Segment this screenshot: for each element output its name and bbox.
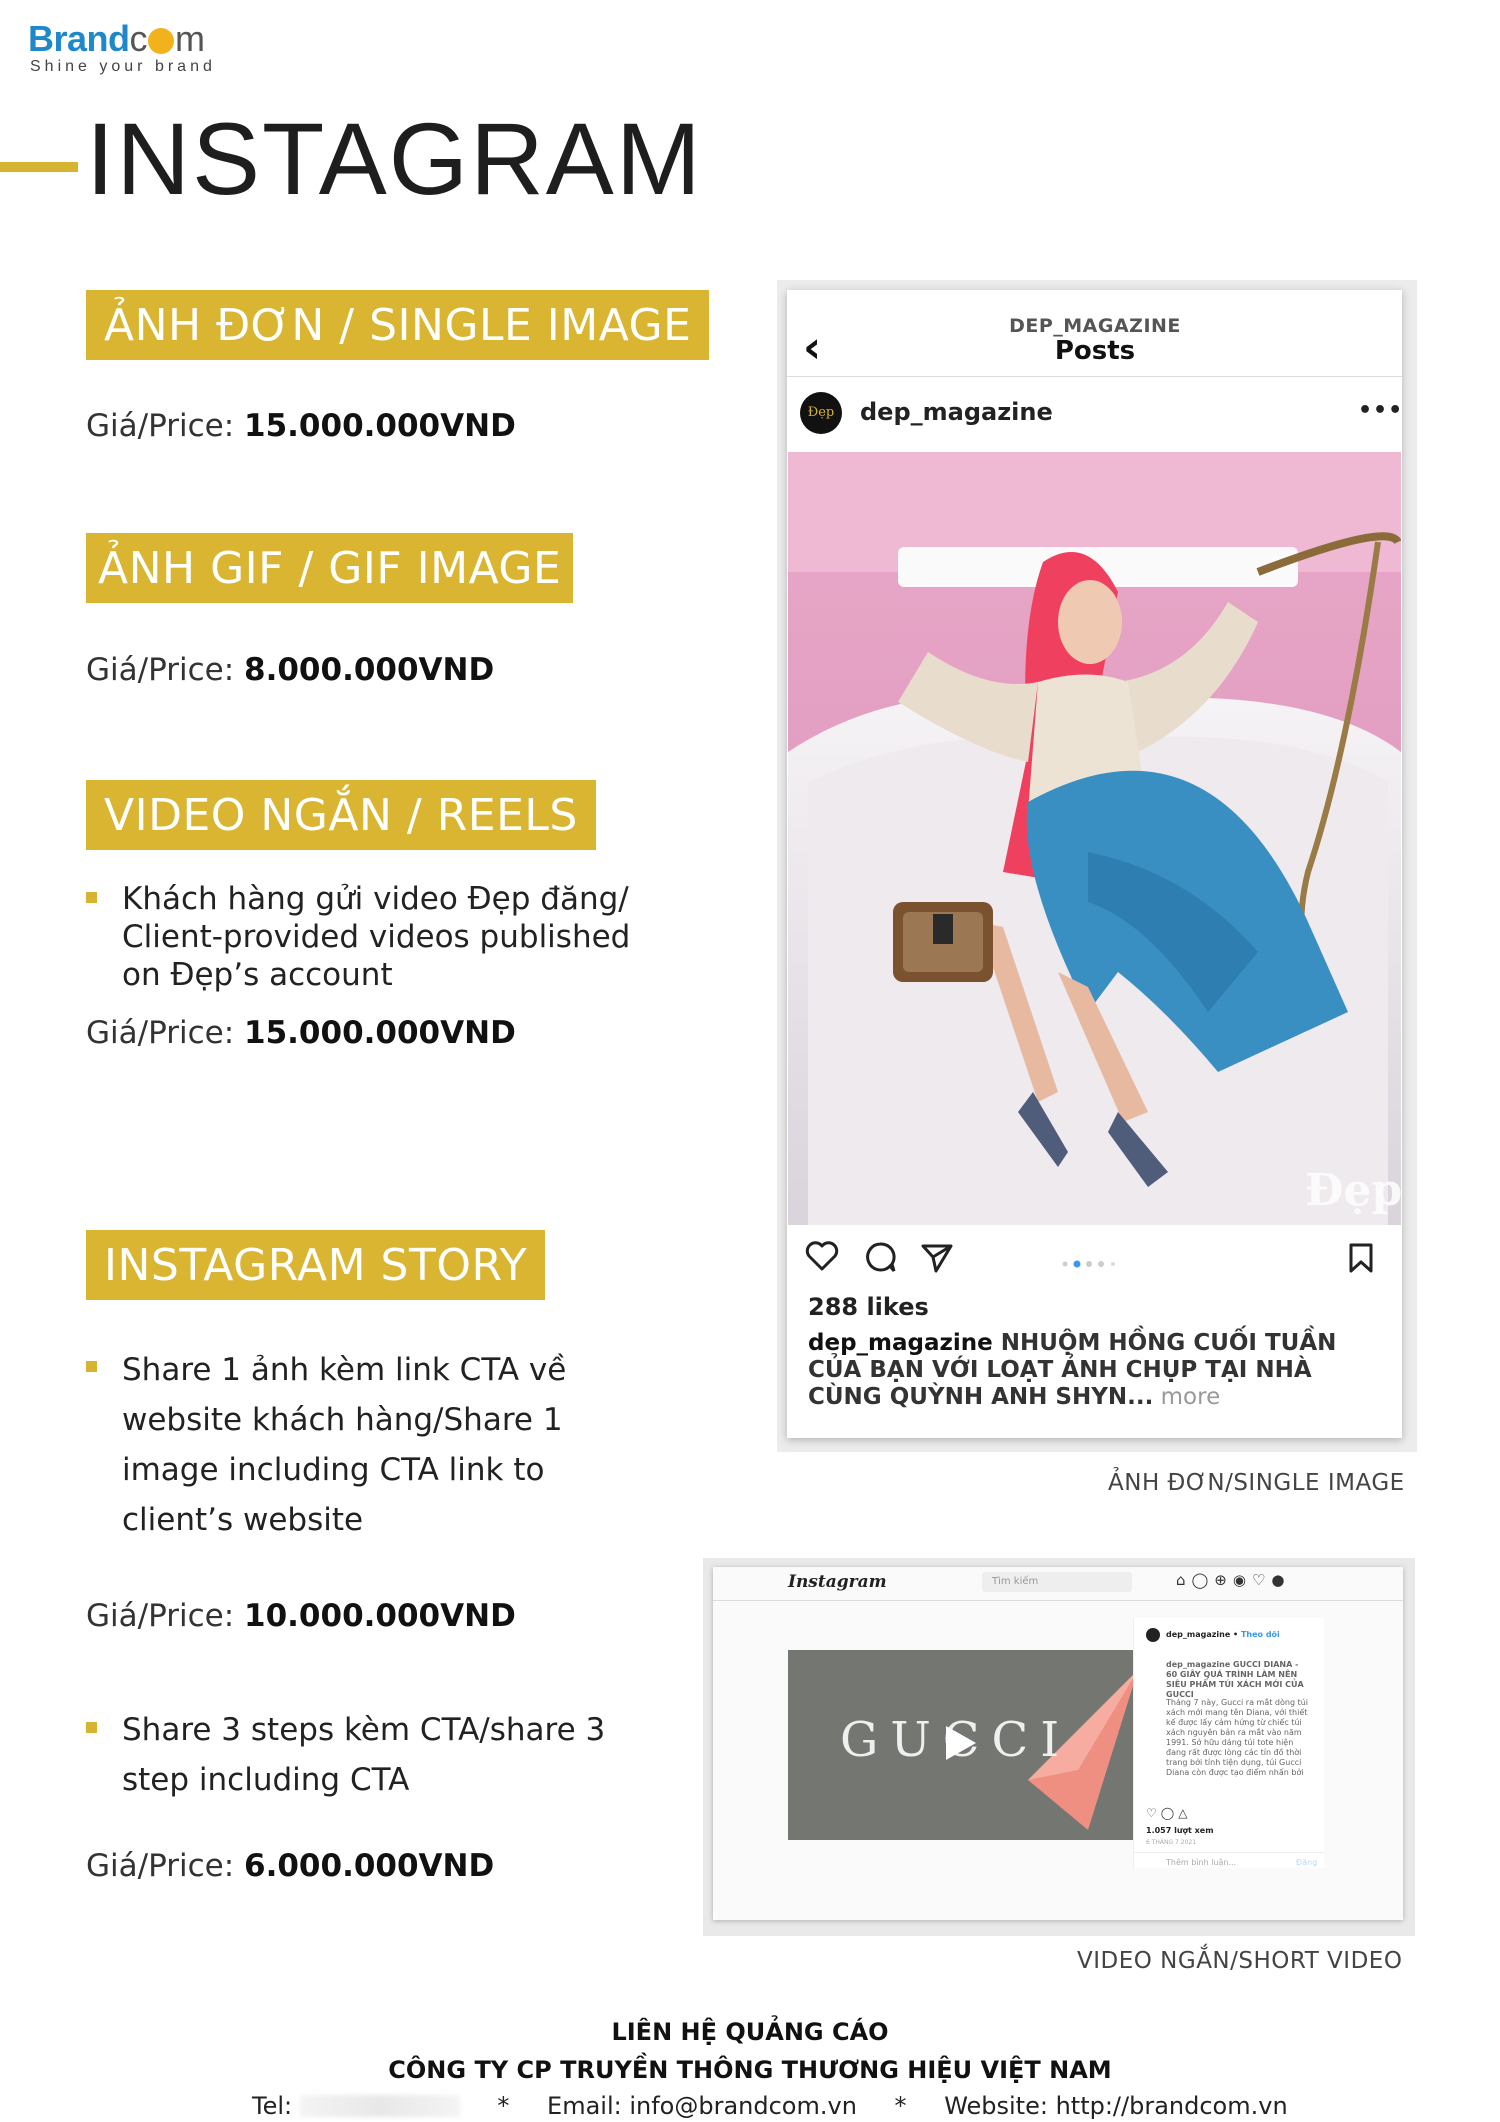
price-value: 8.000.000VND <box>244 652 495 688</box>
brand-logo <box>28 18 205 60</box>
price-single-image <box>86 408 516 444</box>
section-label-single-image: ẢNH ĐƠN / SINGLE IMAGE <box>86 290 709 360</box>
section-label-instagram-story: INSTAGRAM STORY <box>86 1230 545 1300</box>
price-gif-image <box>86 652 494 688</box>
post-caption <box>808 1330 1368 1411</box>
price-reels <box>86 1015 516 1051</box>
follow-button[interactable]: Theo dõi <box>1240 1630 1280 1639</box>
side-username[interactable]: dep_magazine • Theo dõi <box>1166 1630 1280 1639</box>
back-arrow-icon[interactable]: ‹ <box>803 322 822 373</box>
side-body: Tháng 7 này, Gucci ra mắt dòng túi xách mới mang tên Diana, với thiết kế được lấy cảm hứng từ chiếc túi xách nguyên bản ra mắt vào năm 1991. Sở hữu dáng túi tote hiện đang rất được lòng các tín đồ thời trang bởi tính tiện dụng, túi Gucci Diana còn được tạo điểm nhấn bởi <box>1166 1698 1309 1777</box>
figure-caption-short-video: VIDEO NGẮN/SHORT VIDEO <box>1077 1948 1403 1974</box>
footer-contact-line <box>252 2092 1288 2120</box>
comment-icon[interactable] <box>863 1240 897 1278</box>
nav-icons[interactable]: ⌂◯⊕◉♡● <box>1176 1571 1291 1589</box>
bullet-line: Share 3 steps kèm CTA/share 3 <box>122 1712 606 1748</box>
send-icon[interactable] <box>920 1242 954 1278</box>
bullet-icon <box>86 1722 97 1733</box>
post-likes[interactable]: 288 likes <box>808 1293 929 1321</box>
footer-company-name: CÔNG TY CP TRUYỀN THÔNG THƯƠNG HIỆU VIỆT NAM <box>388 2056 1112 2084</box>
price-label: Giá/Price: <box>86 652 235 688</box>
post-account-header: DEP_MAGAZINE <box>1009 315 1181 337</box>
price-story-share-3 <box>86 1848 494 1884</box>
tel-value-redacted <box>300 2095 460 2117</box>
carousel-dots <box>1060 1254 1120 1273</box>
figure-caption-single-image: ẢNH ĐƠN/SINGLE IMAGE <box>1108 1470 1405 1496</box>
bullet-line: Client-provided videos published <box>122 919 631 955</box>
divider <box>713 1600 1403 1601</box>
post-username[interactable]: dep_magazine <box>860 398 1053 426</box>
logo-brand-a: Brand <box>28 18 130 59</box>
side-date: 6 THÁNG 7 2021 <box>1146 1839 1197 1846</box>
comment-input[interactable]: Thêm bình luận... <box>1166 1858 1237 1867</box>
video-text: GUCCI <box>840 1712 1072 1768</box>
bookmark-icon[interactable] <box>1347 1242 1375 1278</box>
bullet-line: image including CTA link to <box>122 1452 545 1488</box>
side-title: dep_magazine GUCCI DIANA - 60 GIÂY QUÁ TRÌNH LÀM NÊN SIÊU PHẨM TÚI XÁCH MỚI CỦA GUCCI <box>1166 1660 1304 1699</box>
post-comment-button[interactable]: Đăng <box>1296 1858 1318 1867</box>
caption-more-link[interactable]: more <box>1153 1384 1221 1410</box>
bullet-icon <box>86 892 97 903</box>
side-user[interactable]: dep_magazine <box>1166 1630 1231 1639</box>
side-views: 1.057 lượt xem <box>1146 1826 1214 1835</box>
play-icon[interactable] <box>946 1726 976 1760</box>
post-photo <box>788 452 1401 1225</box>
logo-tagline: Shine your brand <box>30 58 216 75</box>
price-value: 6.000.000VND <box>244 1848 495 1884</box>
logo-dot-icon <box>148 28 174 54</box>
bullet-icon <box>86 1361 97 1372</box>
logo-brand-b: c m <box>129 18 205 59</box>
bullet-line: Share 1 ảnh kèm link CTA về <box>122 1352 567 1388</box>
bullet-line: step including CTA <box>122 1762 410 1798</box>
heart-icon[interactable] <box>805 1240 839 1276</box>
more-options-icon[interactable]: ••• <box>1358 398 1404 423</box>
tel-label: Tel: <box>252 2092 293 2120</box>
bullet-line: Khách hàng gửi video Đẹp đăng/ <box>122 881 629 917</box>
instagram-logo[interactable]: Instagram <box>788 1572 887 1592</box>
page-title: INSTAGRAM <box>86 102 703 216</box>
footer-website[interactable]: Website: http://brandcom.vn <box>944 2092 1288 2120</box>
separator: * <box>497 2092 510 2120</box>
section-label-gif-image: ẢNH GIF / GIF IMAGE <box>86 533 573 603</box>
divider <box>787 376 1402 377</box>
separator: * <box>894 2092 907 2120</box>
price-label: Giá/Price: <box>86 1015 235 1051</box>
bullet-line: website khách hàng/Share 1 <box>122 1402 563 1438</box>
video-sidebar <box>1133 1618 1324 1868</box>
side-action-icons[interactable]: ♡◯△ <box>1146 1806 1192 1820</box>
price-value: 15.000.000VND <box>244 408 516 444</box>
avatar[interactable] <box>1146 1628 1160 1642</box>
divider <box>1134 1852 1324 1853</box>
footer-email[interactable]: Email: info@brandcom.vn <box>547 2092 857 2120</box>
caption-username[interactable]: dep_magazine <box>808 1330 993 1356</box>
post-watermark: Đẹp <box>1305 1165 1403 1216</box>
price-story-share-1 <box>86 1598 516 1634</box>
footer-contact-heading: LIÊN HỆ QUẢNG CÁO <box>611 2018 889 2046</box>
price-value: 15.000.000VND <box>244 1015 516 1051</box>
price-label: Giá/Price: <box>86 1848 235 1884</box>
price-label: Giá/Price: <box>86 408 235 444</box>
bullet-line: client’s website <box>122 1502 364 1538</box>
price-label: Giá/Price: <box>86 1598 235 1634</box>
title-accent-bar <box>0 162 78 172</box>
post-tab-title: Posts <box>1054 336 1136 366</box>
story-bullet-2 <box>122 1705 682 1805</box>
avatar[interactable]: Đẹp <box>800 392 842 434</box>
bullet-line: on Đẹp’s account <box>122 957 393 993</box>
caption-text: NHUỘM HỒNG CUỐI TUẦN CỦA BẠN VỚI LOẠT ẢNH CHỤP TẠI NHÀ CÙNG QUỲNH ANH SHYN... <box>808 1330 1337 1410</box>
price-value: 10.000.000VND <box>244 1598 516 1634</box>
reels-bullet <box>122 880 682 994</box>
section-label-reels: VIDEO NGẮN / REELS <box>86 780 596 850</box>
fashion-photo-illustration <box>788 452 1401 1225</box>
story-bullet-1 <box>122 1345 682 1545</box>
search-input[interactable]: Tìm kiếm <box>982 1572 1132 1592</box>
